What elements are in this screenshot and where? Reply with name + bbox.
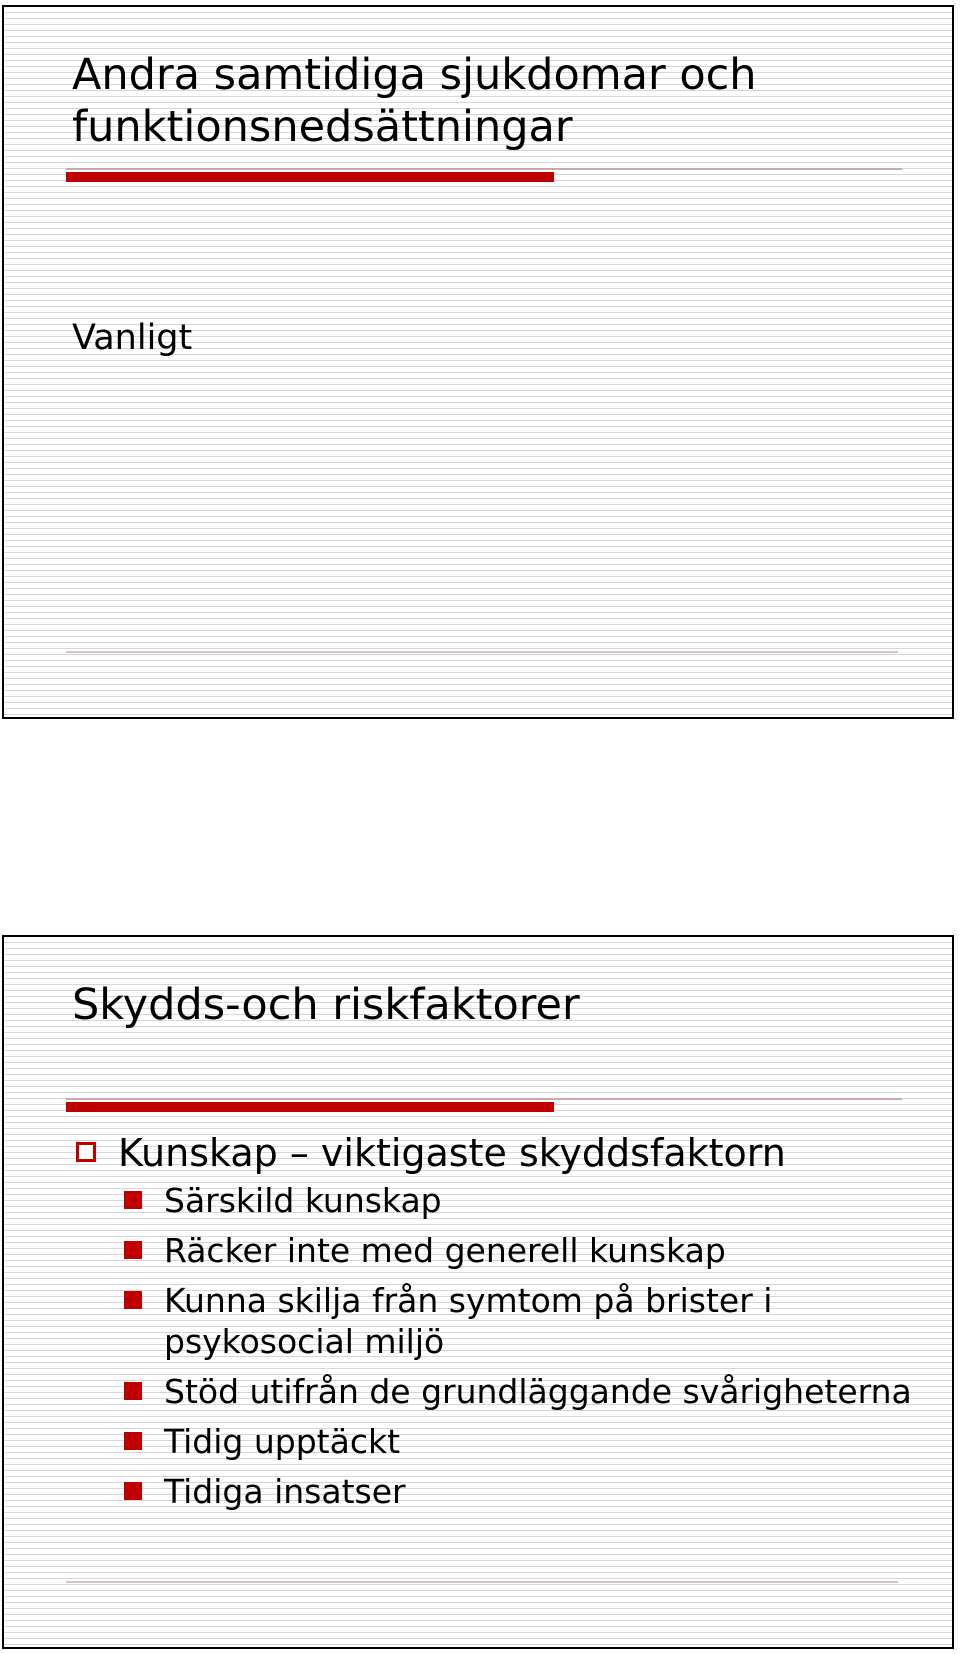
sub-bullet-text: Särskild kunskap: [164, 1181, 442, 1220]
title-rule-thin: [66, 168, 902, 170]
title-rule-thick: [66, 172, 554, 182]
sub-bullet-text: Räcker inte med generell kunskap: [164, 1231, 726, 1270]
slide-2: [2, 935, 954, 1649]
body-text: Vanligt: [72, 318, 193, 358]
filled-square-icon: [124, 1482, 142, 1500]
list-item: [72, 1130, 932, 1176]
sub-bullet-text: Tidiga insatser: [164, 1472, 406, 1511]
bullet-list: [72, 1130, 932, 1521]
filled-square-icon: [124, 1382, 142, 1400]
slide-title: Andra samtidiga sjukdomar och funktionsnedsättningar: [72, 50, 757, 152]
list-item: [72, 1421, 932, 1462]
footer-rule: [66, 651, 898, 653]
hollow-square-icon: [76, 1142, 96, 1162]
filled-square-icon: [124, 1432, 142, 1450]
sub-bullet-list: [72, 1180, 932, 1512]
footer-rule: [66, 1581, 898, 1583]
list-item: [72, 1280, 932, 1362]
sub-bullet-text: Kunna skilja från symtom på brister i psykosocial miljö: [164, 1281, 773, 1361]
bullet-text: Kunskap – viktigaste skyddsfaktorn: [118, 1131, 786, 1175]
list-item: [72, 1371, 932, 1412]
list-item: [72, 1180, 932, 1221]
filled-square-icon: [124, 1191, 142, 1209]
title-rule-thin: [66, 1098, 902, 1100]
title-rule-thick: [66, 1102, 554, 1112]
sublist-container: [72, 1180, 932, 1512]
slide-1: [2, 5, 954, 719]
list-item: [72, 1471, 932, 1512]
list-item: [72, 1230, 932, 1271]
sub-bullet-text: Tidig upptäckt: [164, 1422, 401, 1461]
filled-square-icon: [124, 1291, 142, 1309]
sub-bullet-text: Stöd utifrån de grundläggande svårigheterna: [164, 1372, 912, 1411]
slide-title: Skydds-och riskfaktorer: [72, 980, 580, 1030]
filled-square-icon: [124, 1241, 142, 1259]
